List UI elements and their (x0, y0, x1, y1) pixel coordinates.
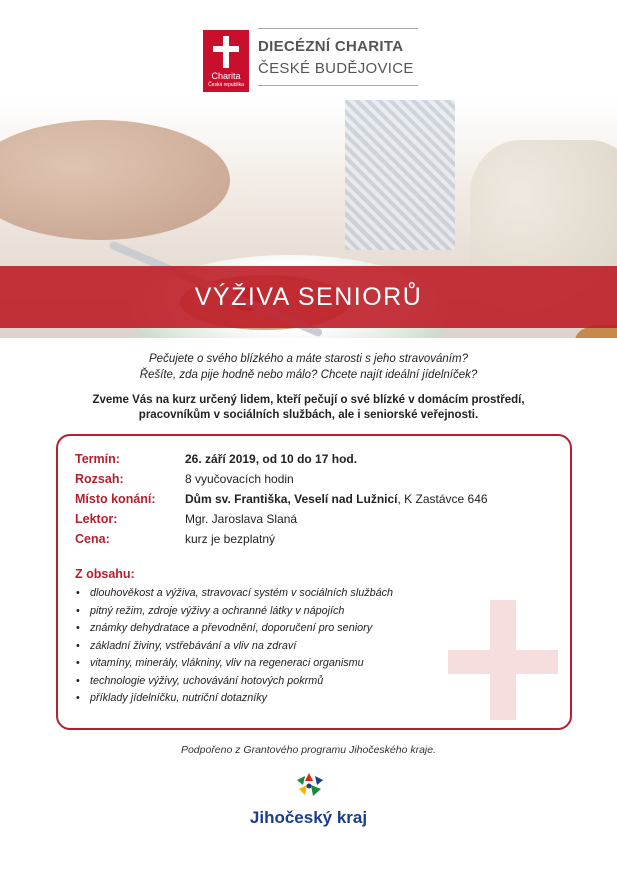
divider (258, 28, 418, 29)
intro-line: Řešíte, zda pije hodně nebo málo? Chcete najít ideální jídelníček? (139, 369, 478, 381)
organization-name (258, 28, 418, 86)
org-line-1: DIECÉZNÍ CHARITA (258, 38, 404, 55)
charita-logo (203, 30, 249, 92)
termin-label: Termín: (75, 452, 120, 466)
cena-label: Cena: (75, 532, 110, 546)
list-item: • příklady jídelníčku, nutriční dotazníky (70, 690, 393, 708)
org-line-2: ČESKÉ BUDĚJOVICE (258, 60, 414, 77)
watermark-horizontal (448, 650, 558, 674)
rozsah-label: Rozsah: (75, 472, 124, 486)
lead-line: Zveme Vás na kurz určený lidem, kteří pečují o své blízké v domácím prostředí, (92, 394, 525, 406)
list-item: • vitamíny, minerály, vlákniny, vliv na regeneraci organismu (70, 655, 393, 673)
photo-arm (0, 120, 230, 240)
logo-subtitle: Česká republika (208, 82, 244, 88)
termin-value: 26. září 2019, od 10 do 17 hod. (185, 452, 358, 466)
cross-icon (213, 36, 239, 68)
intro-text (0, 351, 617, 383)
photo-scarf (345, 100, 455, 250)
content-heading: Z obsahu: (75, 567, 135, 581)
list-item: • technologie výživy, uchovávání hotových pokrmů (70, 673, 393, 691)
list-item: • pitný režim, zdroje výživy a ochranné látky v nápojích (70, 603, 393, 621)
charita-cross-watermark-icon (448, 600, 558, 720)
lektor-label: Lektor: (75, 512, 118, 526)
misto-value (185, 491, 565, 507)
rozsah-value: 8 vyučovacích hodin (185, 472, 294, 486)
cena-value: kurz je bezplatný (185, 532, 276, 546)
logo-name: Charita (211, 71, 241, 81)
misto-label: Místo konání: (75, 492, 156, 506)
list-item: • dlouhověkost a výživa, stravovací systém v sociálních službách (70, 585, 393, 603)
region-logo-icon (293, 771, 325, 799)
title-band (0, 266, 617, 328)
lead-text (0, 393, 617, 423)
list-item: • základní živiny, vstřebávání a vliv na zdraví (70, 638, 393, 656)
misto-value-bold: Dům sv. Františka, Veselí nad Lužnicí (185, 492, 398, 506)
intro-line: Pečujete o svého blízkého a máte starosti s jeho stravováním? (149, 353, 468, 365)
support-note: Podpořeno z Grantového programu Jihočeského kraje. (180, 744, 437, 756)
divider (258, 85, 418, 86)
lead-line: pracovníkům v sociálních službách, ale i seniorské veřejnosti. (138, 409, 479, 421)
content-list (70, 585, 393, 708)
list-item: • známky dehydratace a převodnění, doporučení pro seniory (70, 620, 393, 638)
page-title: VÝŽIVA SENIORŮ (194, 283, 423, 311)
misto-value-rest: , K Zastávce 646 (397, 492, 488, 506)
region-name: Jihočeský kraj (249, 808, 368, 827)
lektor-value: Mgr. Jaroslava Slaná (185, 512, 298, 526)
